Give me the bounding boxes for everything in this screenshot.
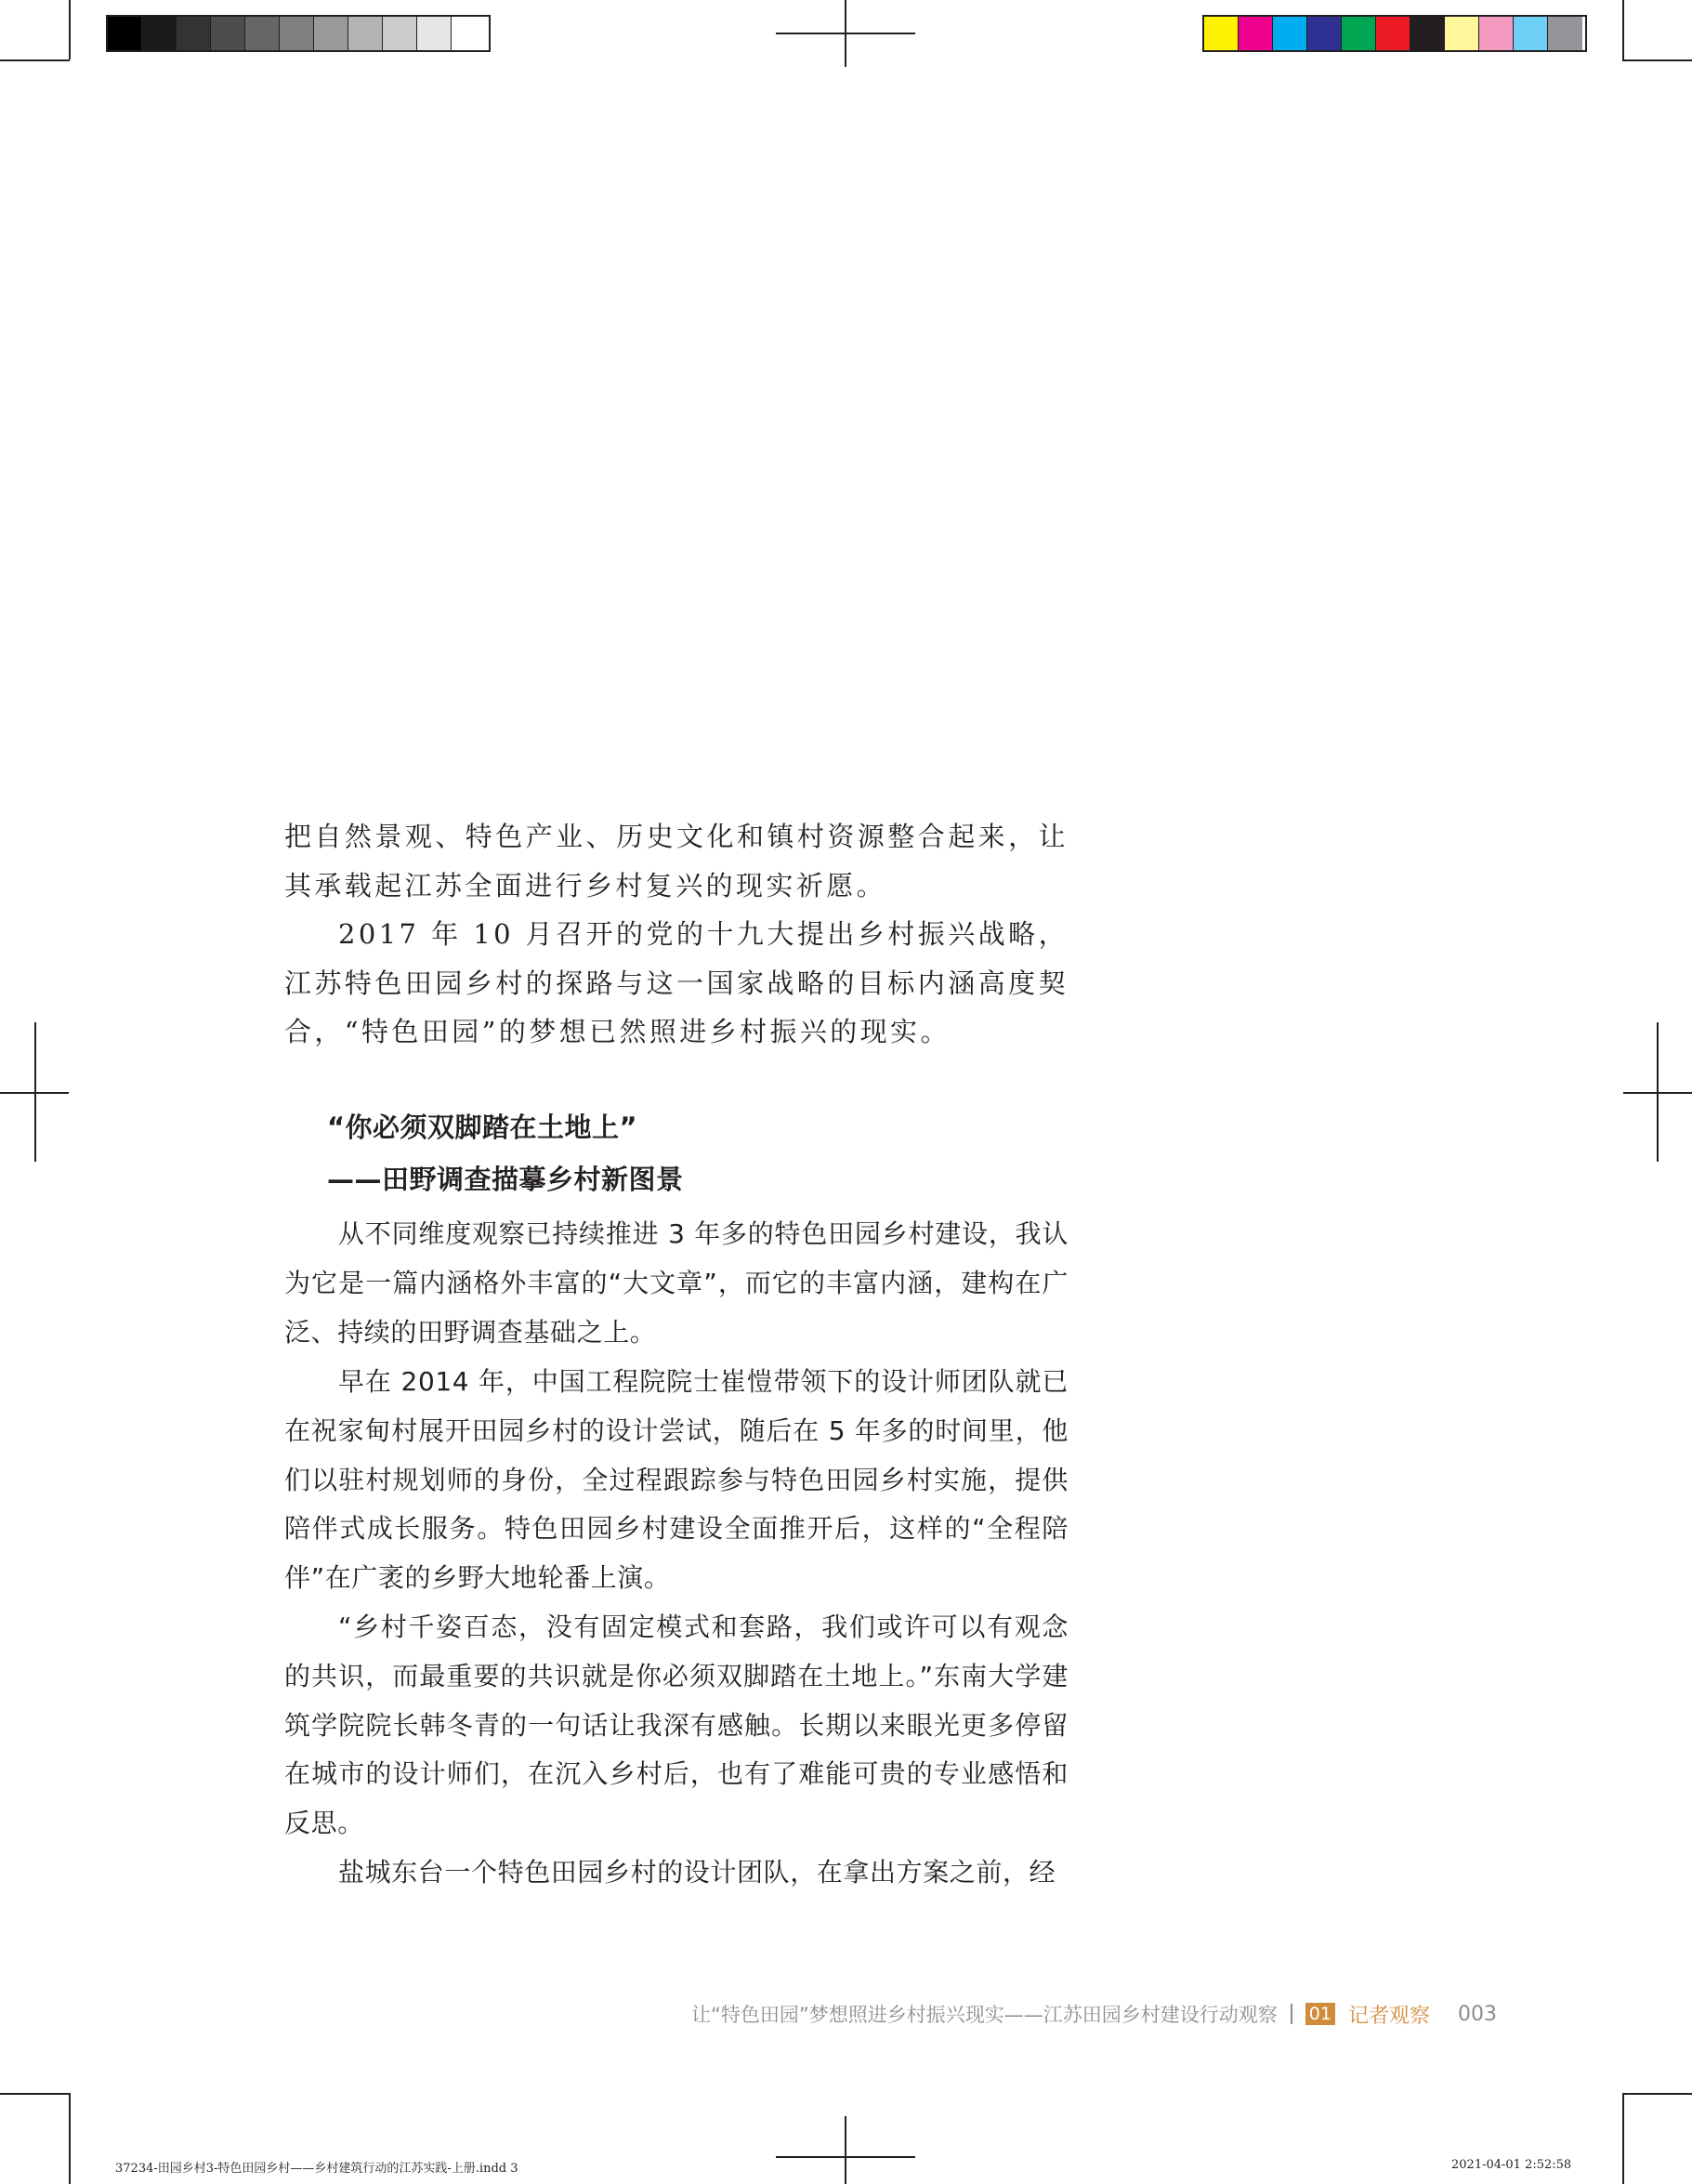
color-swatch-11 [1548,17,1582,50]
section-heading-subtitle: ——田野调查描摹乡村新图景 [327,1164,684,1195]
chapter-number-badge: 01 [1305,2003,1335,2025]
gray-swatch-2 [142,17,177,50]
gray-swatch-8 [348,17,383,50]
paragraph-nineteenth-congress: 2017 年 10 月召开的党的十九大提出乡村振兴战略，江苏特色田园乡村的探路与这一国家战略的目标内涵高度契合，“特色田园”的梦想已然照进乡村振兴的现实。 [284,918,1069,1047]
color-swatch-2 [1239,17,1273,50]
paragraph-dongtai: 盐城东台一个特色田园乡村的设计团队，在拿出方案之前，经 [338,1857,1056,1888]
gray-swatch-10 [417,17,452,50]
chapter-name: 记者观察 [1347,2004,1430,2028]
gray-swatch-7 [314,17,348,50]
color-swatch-9 [1479,17,1514,50]
section-heading-title: “你必须双脚踏在土地上” [327,1112,638,1143]
color-swatch-6 [1376,17,1410,50]
color-swatch-5 [1342,17,1376,50]
running-title: 让“特色田园”梦想照进乡村振兴现实——江苏田园乡村建设行动观察 [691,2004,1278,2026]
paragraph-continuation: 把自然景观、特色产业、历史文化和镇村资源整合起来，让其承载起江苏全面进行乡村复兴的现实祈愿。 [284,821,1069,901]
gray-swatch-3 [177,17,211,50]
gray-swatch-6 [280,17,314,50]
gray-swatch-1 [108,17,142,50]
gray-swatch-9 [383,17,417,50]
color-swatch-10 [1514,17,1548,50]
gray-swatch-11 [452,17,486,50]
paragraph-field-survey: 从不同维度观察已持续推进 3 年多的特色田园乡村建设，我认为它是一篇内涵格外丰富的“大文章”，而它的丰富内涵，建构在广泛、持续的田野调查基础之上。 [284,1218,1069,1348]
color-swatch-8 [1445,17,1479,50]
gray-swatch-4 [211,17,245,50]
color-calibration-bar [1202,15,1587,52]
grayscale-calibration-bar [106,15,491,52]
footer-divider [1291,2004,1292,2024]
color-swatch-1 [1204,17,1239,50]
slug-filename: 37234-田园乡村3-特色田园乡村——乡村建筑行动的江苏实践-上册.indd 3 [115,2162,518,2176]
paragraph-2014-design: 早在 2014 年，中国工程院院士崔愷带领下的设计师团队就已在祝家甸村展开田园乡村的设计尝试，随后在 5 年多的时间里，他们以驻村规划师的身份，全过程跟踪参与特色田园乡村实施，提供陪伴式成长服务。特色田园乡村建设全面推开后，这样的“全程陪伴”在广袤的乡野大地轮番上演。 [284,1366,1069,1594]
color-swatch-4 [1307,17,1342,50]
paragraph-quote: “乡村千姿百态，没有固定模式和套路，我们或许可以有观念的共识，而最重要的共识就是你必须双脚踏在土地上。”东南大学建筑学院院长韩冬青的一句话让我深有感触。长期以来眼光更多停留在城市的设计师们，在沉入乡村后，也有了难能可贵的专业感悟和反思。 [284,1612,1069,1839]
color-swatch-7 [1410,17,1445,50]
page-number: 003 [1458,2002,1497,2026]
color-swatch-3 [1273,17,1307,50]
running-footer [691,1997,1497,2031]
slug-timestamp: 2021-04-01 2:52:58 [1451,2158,1572,2172]
gray-swatch-5 [245,17,280,50]
